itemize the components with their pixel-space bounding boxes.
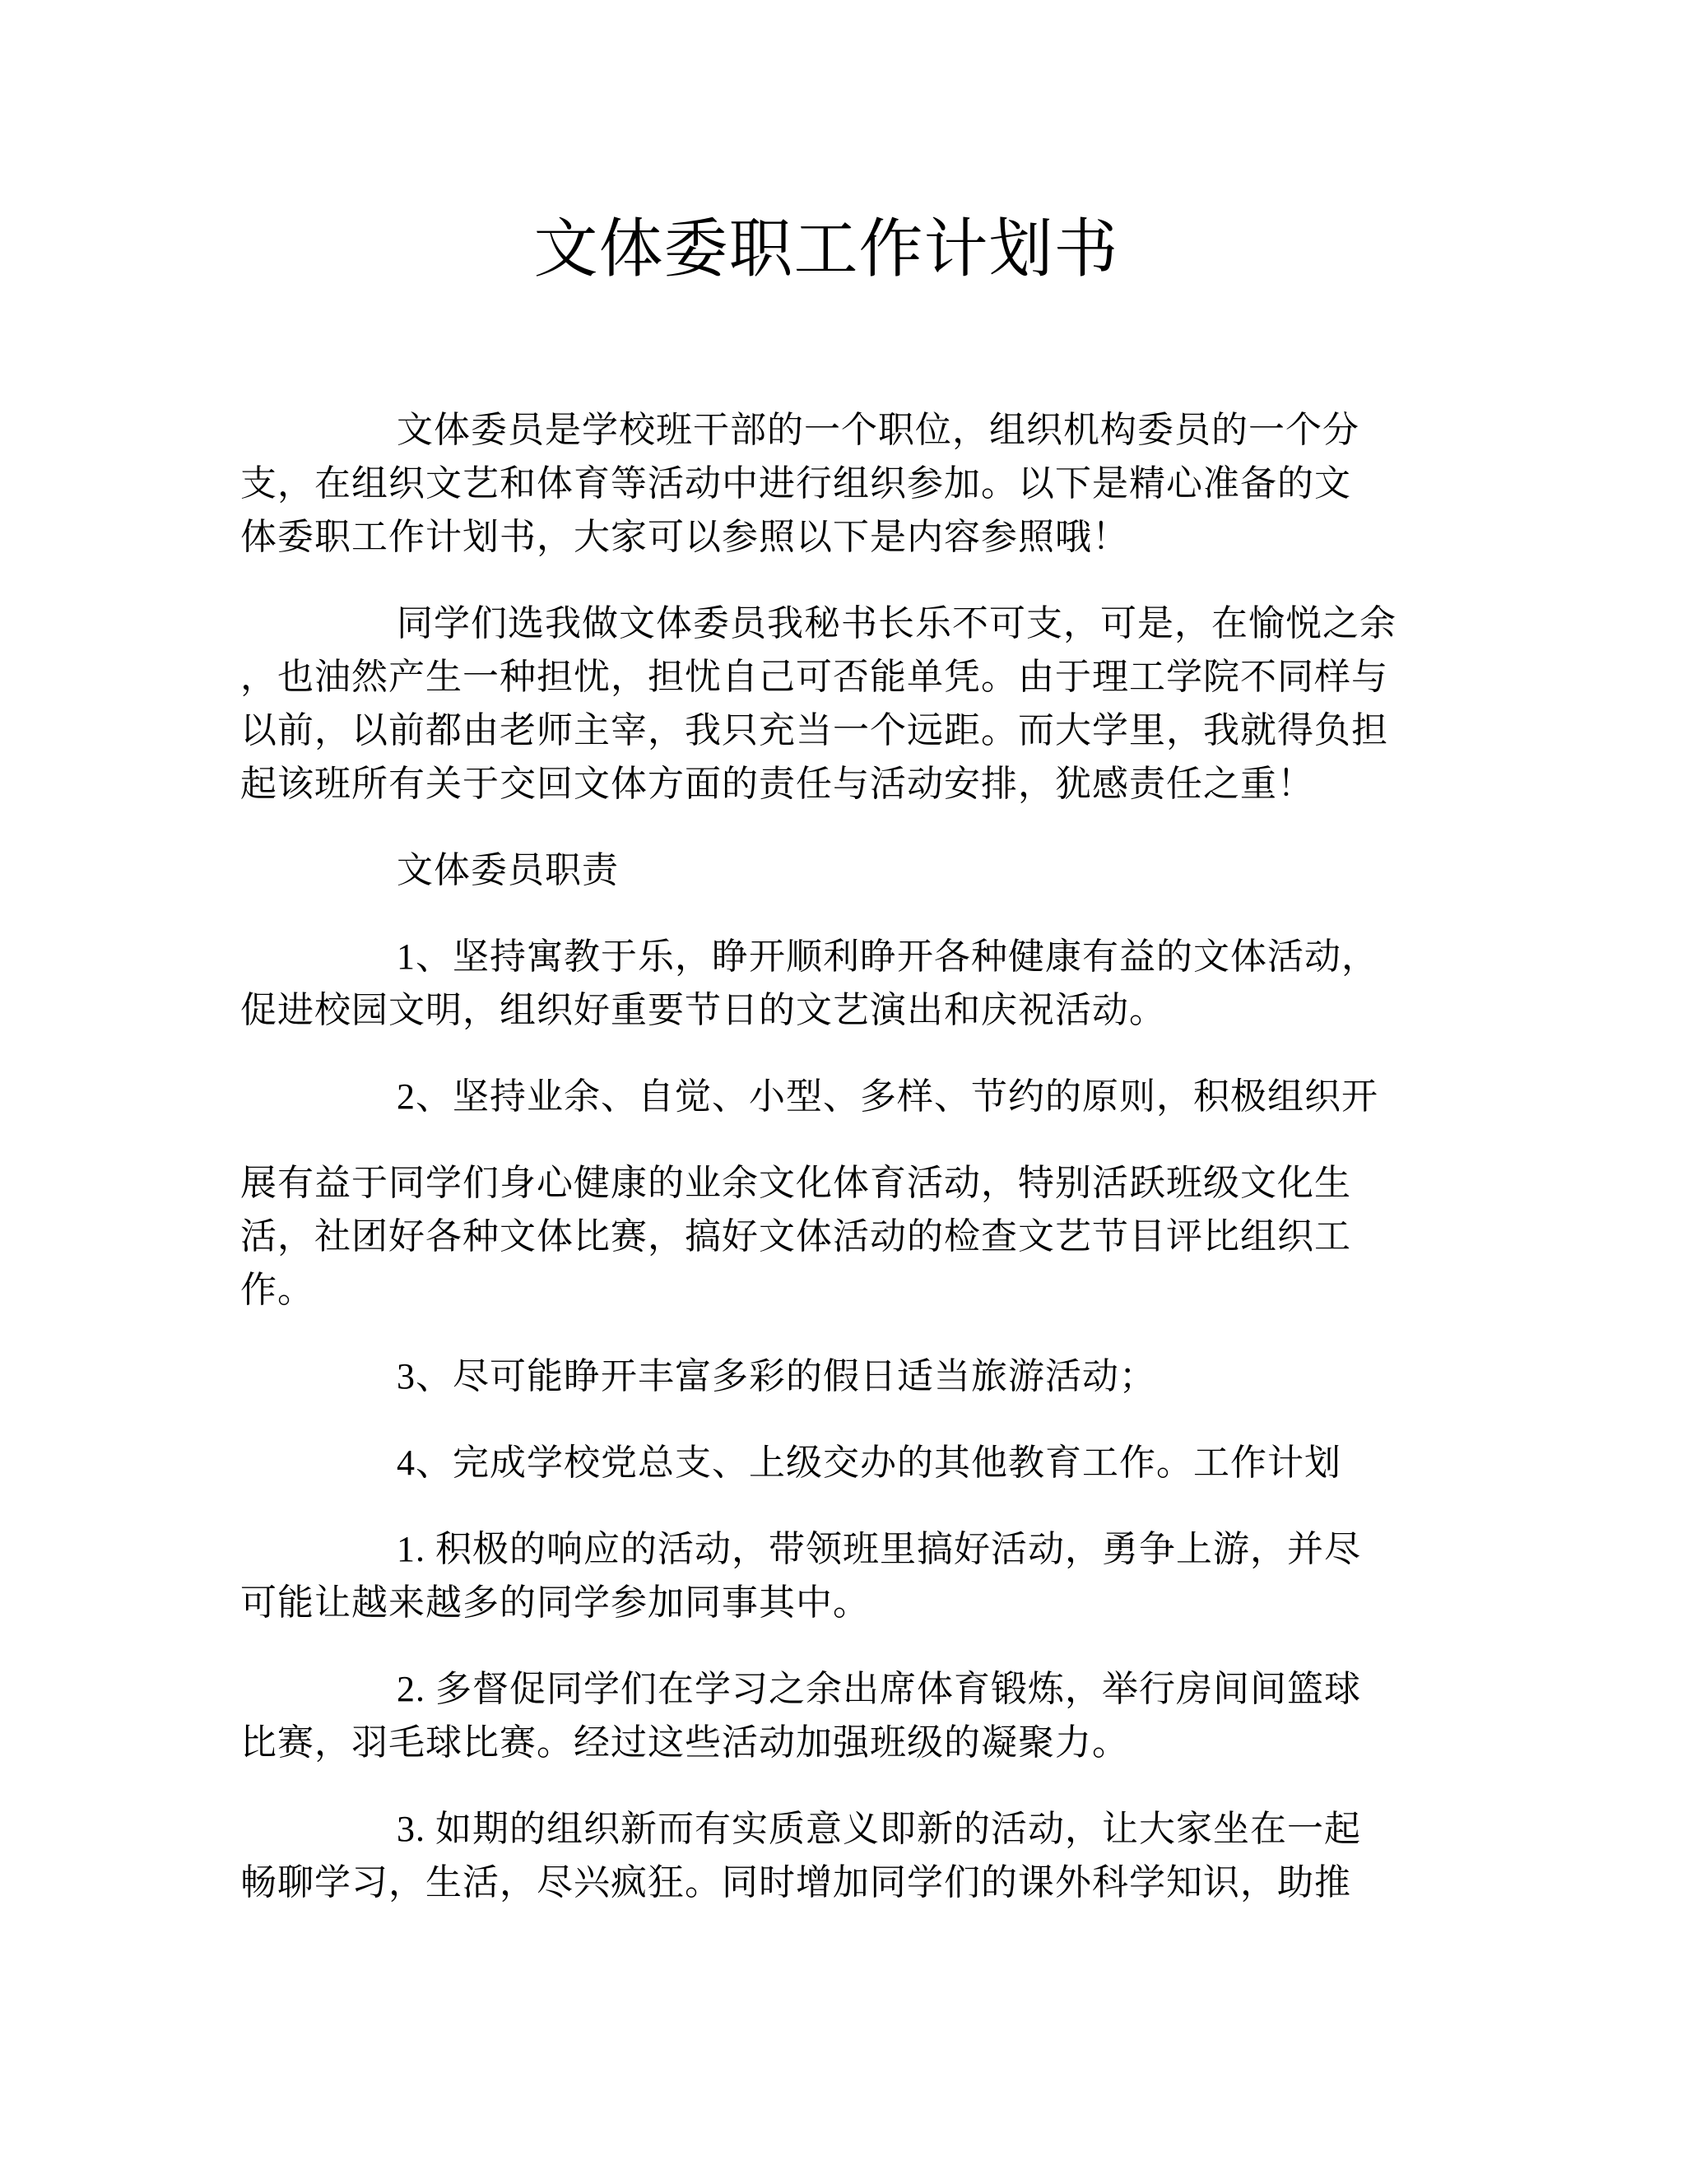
- text-line: 比赛，羽毛球比赛。经过这些活动加强班级的凝聚力。: [240, 1722, 1129, 1763]
- section-heading: [240, 843, 1358, 897]
- text-line: 2、坚持业余、自觉、小型、多样、节约的原则，积极组织开: [397, 1076, 1378, 1117]
- text-line: 3、尽可能睁开丰富多彩的假日适当旅游活动；: [397, 1356, 1156, 1396]
- text-line: 体委职工作计划书，大家可以参照以下是内容参照哦！: [240, 517, 1129, 557]
- text-line: 畅聊学习，生活，尽兴疯狂。同时增加同学们的课外科学知识，助推: [240, 1862, 1351, 1903]
- paragraph: [240, 597, 1397, 811]
- text-line: 支，在组织文艺和体育等活动中进行组织参加。以下是精心准备的文: [240, 463, 1351, 504]
- text-line: 促进校园文明，组织好重要节日的文艺演出和庆祝活动。: [240, 990, 1166, 1030]
- paragraph: [240, 1156, 1358, 1317]
- list-item-paragraph: [240, 1070, 1378, 1123]
- text-line: 活，社团好各种文体比赛，搞好文体活动的检查文艺节目评比组织工: [240, 1216, 1351, 1257]
- text-line: 2. 多督促同学们在学习之余出席体育锻炼，举行房间间篮球: [397, 1669, 1361, 1709]
- text-line: 同学们选我做文体委员我秘书长乐不可支，可是，在愉悦之余: [397, 603, 1397, 644]
- text-line: 作。: [240, 1270, 314, 1310]
- text-line: 1. 积极的响应的活动，带领班里搞好活动，勇争上游，并尽: [397, 1529, 1361, 1569]
- document-body: [240, 403, 1397, 1909]
- text-line: 展有益于同学们身心健康的业余文化体育活动，特别活跃班级文化生: [240, 1163, 1351, 1203]
- list-item-paragraph: [240, 1662, 1361, 1769]
- list-item-paragraph: [240, 1436, 1358, 1489]
- text-line: 起该班所有关于交回文体方面的责任与活动安排，犹感责任之重！: [240, 764, 1314, 804]
- document-title: 文体委职工作计划书: [533, 213, 1119, 285]
- text-line: ，也油然产生一种担忧，担忧自己可否能单凭。由于理工学院不同样与: [240, 657, 1388, 697]
- text-line: 以前，以前都由老师主宰，我只充当一个远距。而大学里，我就得负担: [240, 710, 1388, 750]
- paragraph: [240, 403, 1358, 564]
- text-line: 3. 如期的组织新而有实质意义即新的活动，让大家坐在一起: [397, 1809, 1361, 1849]
- list-item-paragraph: [240, 930, 1378, 1037]
- list-item-paragraph: [240, 1802, 1361, 1909]
- text-line: 文体委员是学校班干部的一个职位，组织机构委员的一个分: [397, 410, 1359, 450]
- list-item-paragraph: [240, 1522, 1361, 1629]
- text-line: 文体委员职责: [397, 850, 619, 890]
- text-line: 4、完成学校党总支、上级交办的其他教育工作。工作计划: [397, 1443, 1341, 1483]
- text-line: 可能让越来越多的同学参加同事其中。: [240, 1582, 870, 1623]
- list-item-paragraph: [240, 1350, 1358, 1403]
- text-line: 1、坚持寓教于乐，睁开顺利睁开各种健康有益的文体活动，: [397, 936, 1378, 977]
